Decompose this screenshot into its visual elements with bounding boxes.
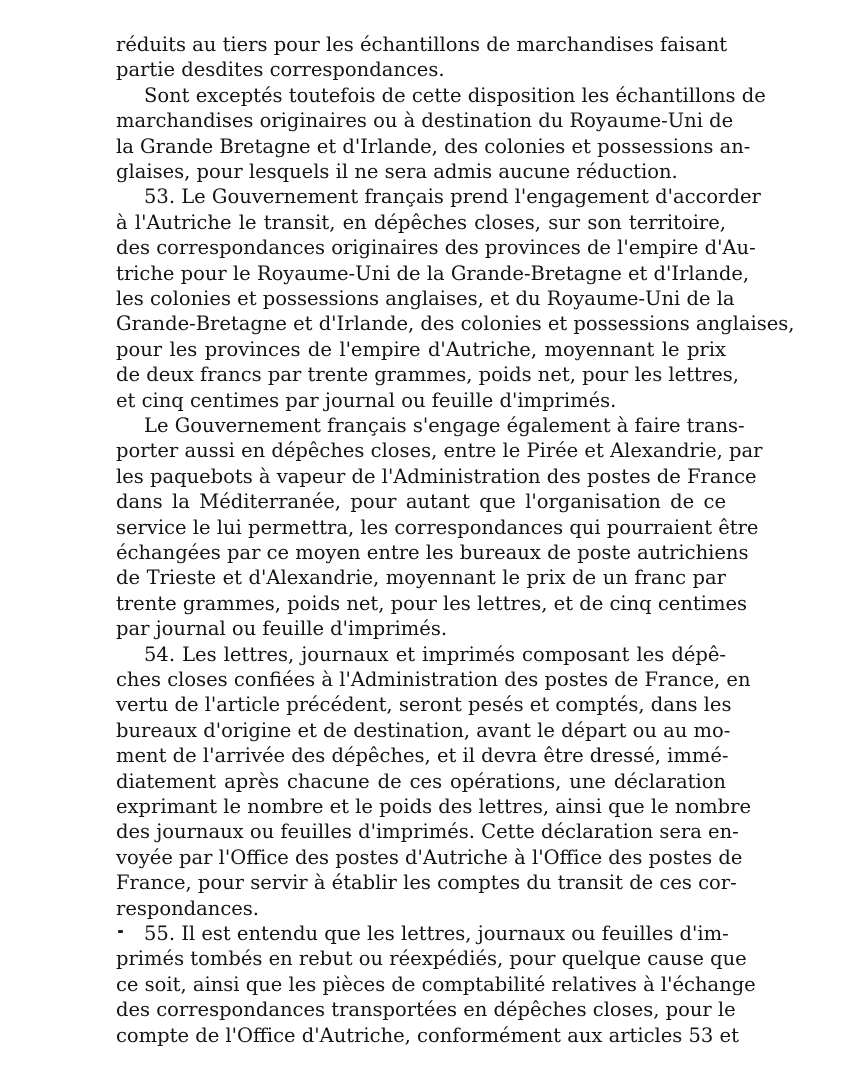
text-line: par journal ou feuille d'imprimés. <box>116 617 448 641</box>
text-line: Le Gouvernement français s'engage également à faire trans- <box>144 414 745 437</box>
text-line: ment de l'arrivée des dépêches, et il devra être dressé, immé- <box>116 744 729 768</box>
text-line: des correspondances originaires des provinces de l'empire d'Au- <box>116 236 756 260</box>
text-line: la Grande Bretagne et d'Irlande, des colonies et possessions an- <box>116 134 751 158</box>
text-line: vertu de l'article précédent, seront pesés et comptés, dans les <box>116 693 732 717</box>
text-line: des correspondances transportées en dépêches closes, pour le <box>116 998 736 1022</box>
text-line: marchandises originaires ou à destination du Royaume-Uni de <box>116 109 734 133</box>
text-line: réduits au tiers pour les échantillons de marchandises faisant <box>116 33 728 56</box>
text-line: compte de l'Office d'Autriche, conformément aux articles 53 et <box>116 1023 739 1047</box>
text-line: Sont exceptés toutefois de cette disposition les échantillons de <box>144 83 766 107</box>
text-line: glaises, pour lesquels il ne sera admis aucune réduction. <box>116 160 678 183</box>
text-line: et cinq centimes par journal ou feuille d'imprimés. <box>116 388 617 412</box>
margin-mark <box>118 930 123 933</box>
text-line: ce soit, ainsi que les pièces de comptabilité relatives à l'échange <box>116 972 756 996</box>
text-line: échangées par ce moyen entre les bureaux de poste autrichiens <box>116 541 749 564</box>
text-line: dans la Méditerranée, pour autant que l'organisation de ce <box>116 490 726 514</box>
text-line: les colonies et possessions anglaises, et du Royaume-Uni de la <box>116 287 735 310</box>
text-line: France, pour servir à établir les comptes du transit de ces cor- <box>116 871 737 895</box>
text-line: 54. Les lettres, journaux et imprimés composant les dépê- <box>144 642 726 666</box>
text-line: ches closes confiées à l'Administration des postes de France, en <box>116 668 751 691</box>
text-line: pour les provinces de l'empire d'Autriche, moyennant le prix <box>116 337 726 361</box>
text-line: partie desdites correspondances. <box>116 58 445 82</box>
text-line: trente grammes, poids net, pour les lettres, et de cinq centimes <box>116 591 747 615</box>
text-line: de deux francs par trente grammes, poids net, pour les lettres, <box>116 363 739 387</box>
text-line: des journaux ou feuilles d'imprimés. Cette déclaration sera en- <box>116 820 739 844</box>
text-line: 53. Le Gouvernement français prend l'engagement d'accorder <box>144 185 761 209</box>
text-line: de Trieste et d'Alexandrie, moyennant le prix de un franc par <box>116 566 726 590</box>
text-line: les paquebots à vapeur de l'Administration des postes de France <box>116 464 757 488</box>
text-line: Grande-Bretagne et d'Irlande, des colonies et possessions anglaises, <box>116 312 795 336</box>
text-line: voyée par l'Office des postes d'Autriche à l'Office des postes de <box>116 845 743 869</box>
text-line: bureaux d'origine et de destination, avant le départ ou au mo- <box>116 718 731 742</box>
text-line: à l'Autriche le transit, en dépêches closes, sur son territoire, <box>116 210 726 234</box>
text-line: primés tombés en rebut ou réexpédiés, pour quelque cause que <box>116 947 747 971</box>
text-line: service le lui permettra, les correspondances qui pourraient être <box>116 515 759 539</box>
text-line: triche pour le Royaume-Uni de la Grande-Bretagne et d'Irlande, <box>116 261 750 285</box>
text-line: diatement après chacune de ces opérations, une déclaration <box>116 769 726 793</box>
text-line: exprimant le nombre et le poids des lettres, ainsi que le nombre <box>116 795 751 818</box>
text-line: porter aussi en dépêches closes, entre le Pirée et Alexandrie, par <box>116 439 763 463</box>
text-line: respondances. <box>116 896 259 920</box>
text-line: 55. Il est entendu que les lettres, journaux ou feuilles d'im- <box>144 922 729 945</box>
